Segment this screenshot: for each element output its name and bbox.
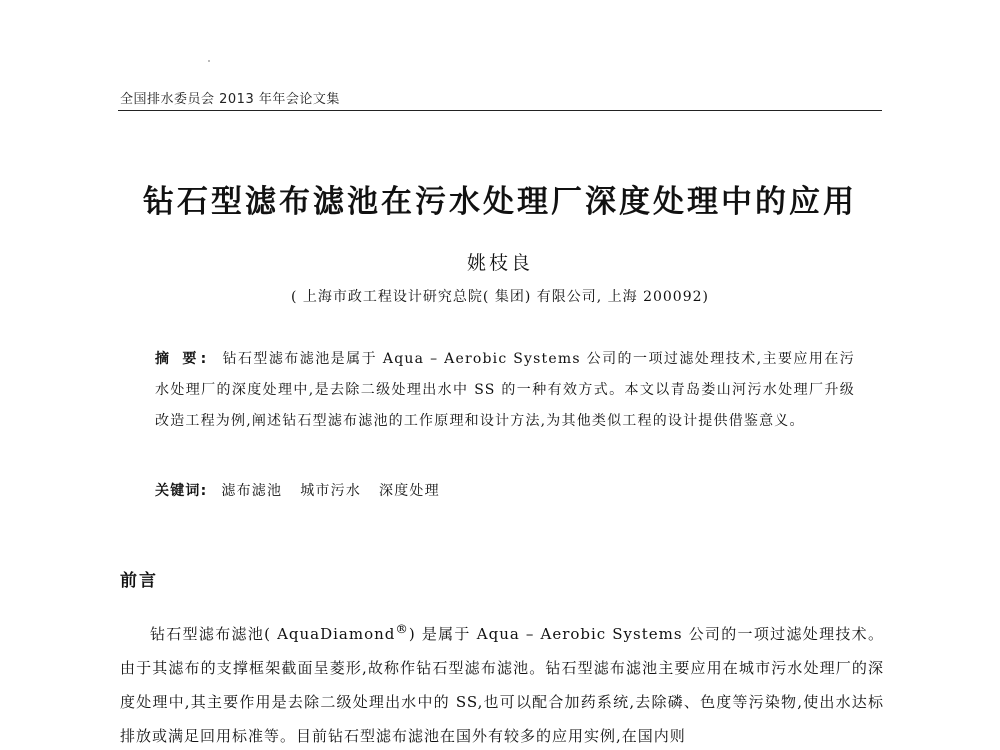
running-header: 全国排水委员会 2013 年年会论文集 — [120, 92, 340, 107]
paper-title: 钻石型滤布滤池在污水处理厂深度处理中的应用 — [143, 184, 857, 220]
keywords-label: 关键词: — [155, 483, 208, 499]
keyword-item: 城市污水 — [300, 483, 362, 499]
keyword-item: 滤布滤池 — [221, 483, 283, 499]
author-affiliation: ( 上海市政工程设计研究总院( 集团) 有限公司, 上海 200092) — [291, 289, 709, 305]
registered-mark: ® — [395, 621, 409, 636]
scan-speck — [208, 60, 210, 62]
section-heading-preface: 前言 — [120, 571, 158, 591]
keywords-block — [155, 476, 855, 506]
abstract-label: 摘 要: — [155, 351, 211, 367]
preface-text-rest: ) 是属于 Aqua – Aerobic Systems 公司的一项过滤处理技术。由于其滤布的支撑框架截面呈菱形,故称作钻石型滤布滤池。钻石型滤布滤池主要应用在城市污水处理厂的深度处理中,其主要作用是去除二级处理出水中的 SS,也可以配合加药系统,去除磷、色度等污染物,使出水达标排放或满足回用标准等。目前钻石型滤布滤池在国外有较多的应用实例,在国内则 — [120, 625, 884, 745]
author-name: 姚枝良 — [466, 252, 533, 274]
preface-paragraph — [120, 612, 884, 750]
abstract-block — [155, 344, 855, 437]
keyword-item: 深度处理 — [379, 483, 440, 499]
abstract-text: 钻石型滤布滤池是属于 Aqua – Aerobic Systems 公司的一项过滤处理技术,主要应用在污水处理厂的深度处理中,是去除二级处理出水中 SS 的一种有效方式。本文以青岛娄山河污水处理厂升级改造工程为例,阐述钻石型滤布滤池的工作原理和设计方法,为其他类似工程的设计提供借鉴意义。 — [155, 351, 855, 429]
header-rule — [118, 110, 882, 111]
preface-text-start: 钻石型滤布滤池( AquaDiamond — [150, 625, 396, 643]
